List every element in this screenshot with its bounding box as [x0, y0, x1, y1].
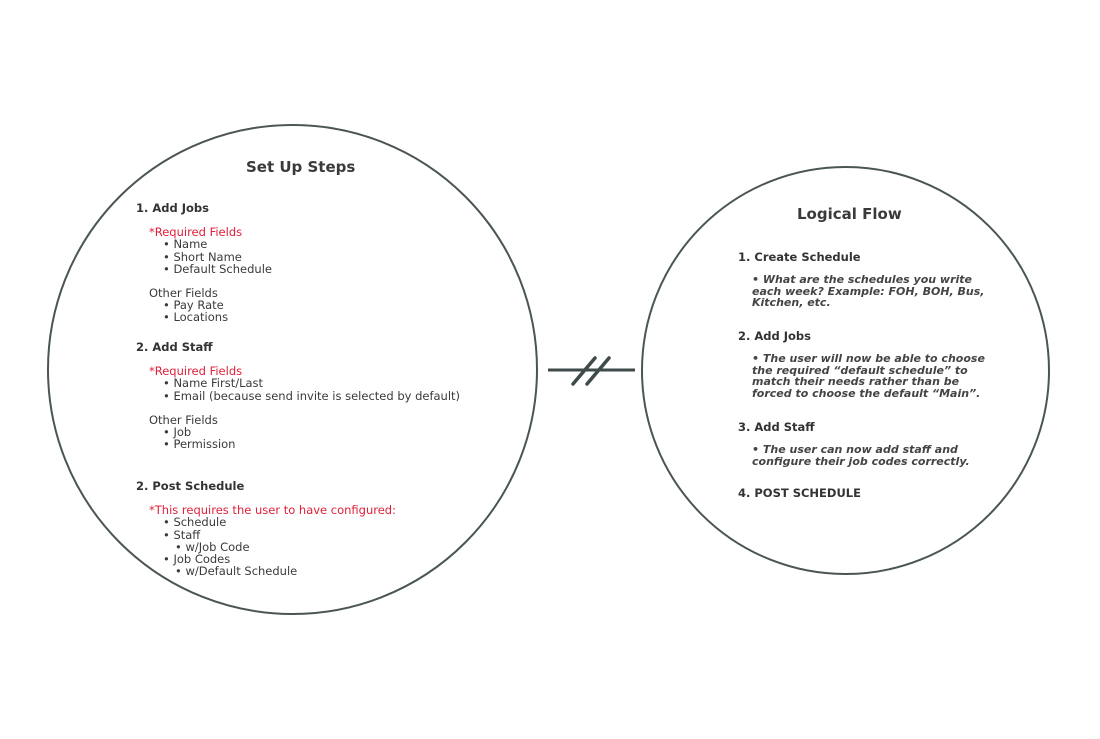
step-heading: 2. Post Schedule	[136, 479, 245, 493]
step-description: Kitchen, etc.	[752, 296, 831, 310]
list-item: • Short Name	[163, 249, 242, 264]
break-symbol-icon	[545, 352, 640, 388]
list-item: • Permission	[163, 437, 236, 452]
step-description: match their needs rather than be	[752, 375, 960, 389]
list-item: • Default Schedule	[163, 261, 272, 276]
list-item: • Pay Rate	[163, 298, 224, 313]
step-heading: 1. Add Jobs	[136, 201, 209, 215]
list-item: • Schedule	[163, 515, 227, 530]
list-item: • w/Job Code	[175, 539, 250, 554]
step-heading: 2. Add Jobs	[738, 329, 811, 343]
list-item: • Email (because send invite is selected by default)	[163, 388, 461, 403]
required-fields-label: *Required Fields	[149, 364, 243, 379]
step-heading: 1. Create Schedule	[738, 250, 861, 264]
step-description: • The user can now add staff and	[752, 442, 958, 456]
step-heading: 3. Add Staff	[738, 420, 815, 434]
flow-step-create-schedule	[738, 252, 984, 309]
step-description: configure their job codes correctly.	[752, 454, 970, 468]
step-description: forced to choose the default “Main”.	[752, 387, 981, 401]
logical-flow-title: Logical Flow	[797, 205, 902, 223]
flow-step-add-staff	[738, 422, 970, 467]
list-item: • Job Codes	[163, 552, 231, 567]
step-description: • The user will now be able to choose	[752, 351, 985, 365]
step-heading: 4. POST SCHEDULE	[738, 486, 861, 500]
list-item: • Staff	[163, 527, 201, 542]
setup-step-add-staff	[136, 341, 460, 450]
step-description: • What are the schedules you write	[752, 272, 972, 286]
other-fields-label: Other Fields	[149, 286, 218, 301]
flow-step-post-schedule	[738, 488, 861, 500]
list-item: • w/Default Schedule	[175, 564, 298, 579]
required-fields-label: *Required Fields	[149, 225, 243, 240]
setup-step-post-schedule	[136, 480, 396, 577]
list-item: • Name	[163, 237, 208, 252]
other-fields-label: Other Fields	[149, 412, 218, 427]
list-item: • Locations	[163, 310, 229, 325]
setup-step-add-jobs	[136, 202, 272, 324]
list-item: • Job	[163, 425, 192, 440]
flow-step-add-jobs	[738, 331, 985, 400]
step-description: the required “default schedule” to	[752, 363, 968, 377]
requirements-label: *This requires the user to have configured:	[149, 503, 396, 518]
list-item: • Name First/Last	[163, 376, 264, 391]
setup-steps-title: Set Up Steps	[246, 158, 356, 176]
step-description: each week? Example: FOH, BOH, Bus,	[752, 284, 985, 298]
step-heading: 2. Add Staff	[136, 340, 213, 354]
